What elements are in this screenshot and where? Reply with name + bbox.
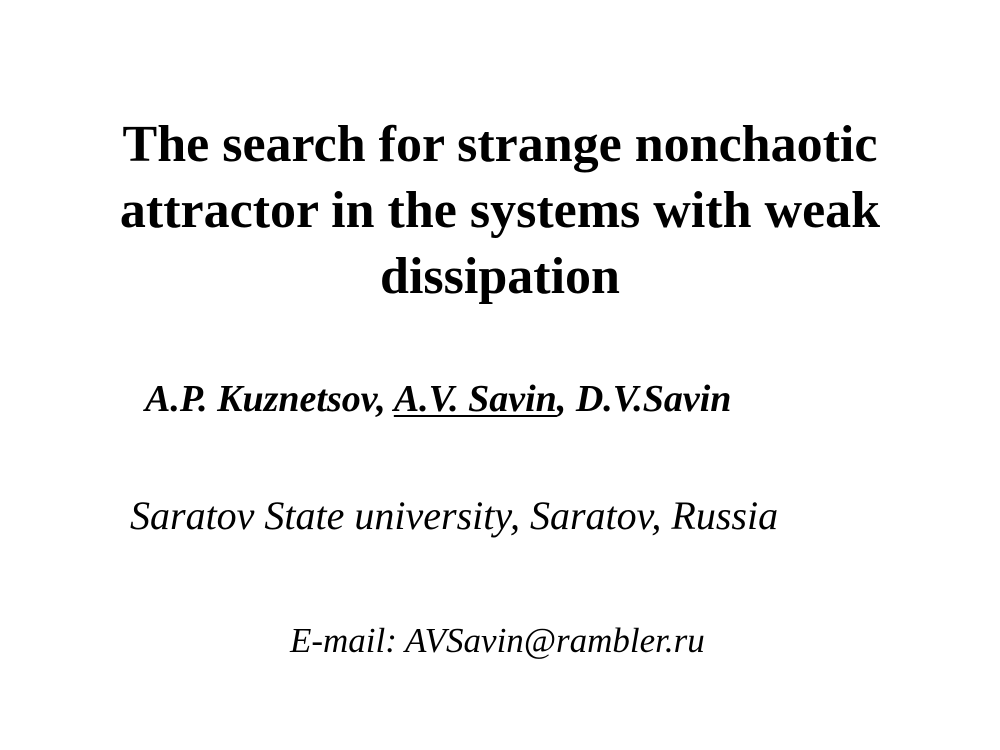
author-separator: ,	[376, 378, 394, 420]
author-separator: ,	[556, 378, 576, 420]
author-list	[145, 376, 731, 422]
title-line-3: dissipation	[380, 248, 620, 305]
contact-email: E-mail: AVSavin@rambler.ru	[290, 621, 705, 660]
affiliation: Saratov State university, Saratov, Russia	[130, 493, 779, 538]
author-dv-savin: D.V.Savin	[575, 378, 732, 420]
title-line-2: attractor in the systems with weak	[119, 182, 881, 239]
slide-title	[60, 112, 940, 310]
author-kuznetsov: A.P. Kuznetsov	[145, 378, 377, 420]
author-presenter-av-savin: A.V. Savin	[393, 378, 557, 420]
title-line-1: The search for strange nonchaotic	[122, 116, 878, 173]
